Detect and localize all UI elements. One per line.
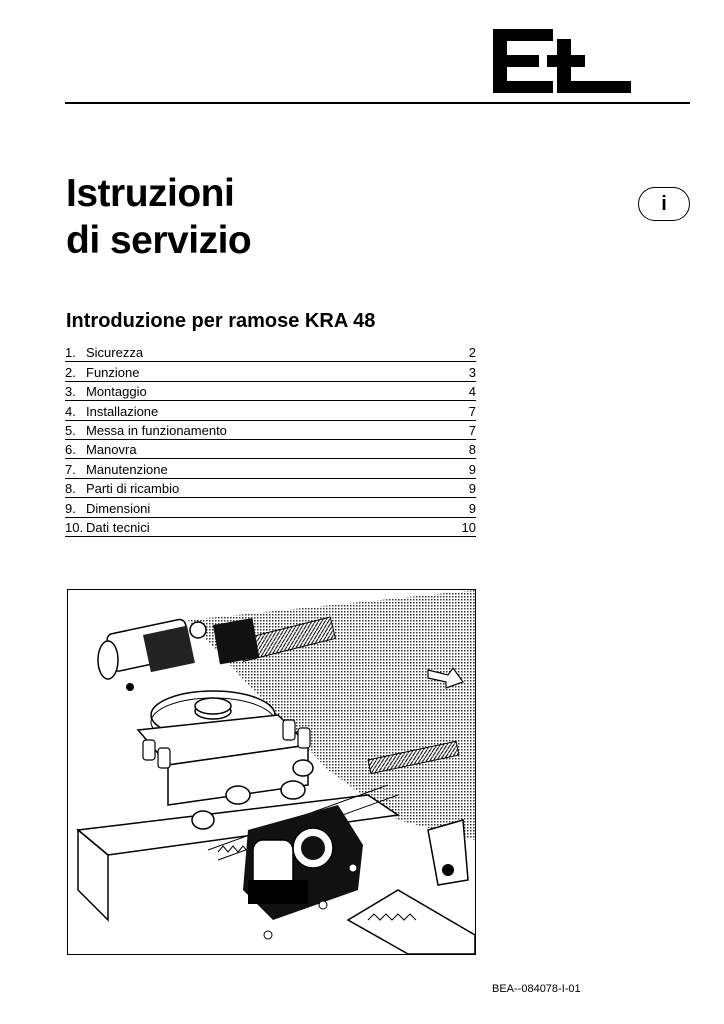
toc-page: 10 — [461, 519, 476, 535]
title-line-1: Istruzioni — [66, 172, 235, 215]
toc-label: Installazione — [86, 403, 159, 419]
toc-label: Messa in funzionamento — [86, 422, 227, 438]
toc-page: 9 — [468, 481, 476, 497]
toc-label: Parti di ricambio — [86, 481, 180, 497]
toc-label: Sicurezza — [86, 345, 144, 361]
subtitle: Introduzione per ramose KRA 48 — [66, 310, 376, 332]
toc-number: 9. — [65, 500, 76, 516]
toc-page: 9 — [468, 500, 476, 516]
toc-label: Manovra — [86, 442, 137, 458]
toc-label: Dimensioni — [86, 500, 151, 516]
machine-assembly-illustration — [68, 590, 475, 954]
toc-number: 1. — [65, 345, 76, 361]
toc-row — [65, 459, 476, 478]
toc-number: 8. — [65, 481, 76, 497]
toc-page: 8 — [468, 442, 476, 458]
toc-row — [65, 343, 476, 362]
toc-page: 2 — [468, 345, 476, 361]
toc-row — [65, 440, 476, 459]
toc-page: 4 — [468, 384, 476, 400]
language-badge: i — [638, 187, 690, 221]
toc-row — [65, 362, 476, 381]
toc-page: 3 — [468, 364, 476, 380]
title-line-2: di servizio — [66, 219, 252, 262]
toc-label: Funzione — [86, 364, 140, 380]
toc-number: 2. — [65, 364, 76, 380]
toc-number: 3. — [65, 384, 76, 400]
toc-row — [65, 498, 476, 517]
document-code: BEA--084078-I-01 — [492, 983, 581, 995]
toc-row — [65, 479, 476, 498]
toc-number: 7. — [65, 461, 76, 477]
page-title — [66, 170, 251, 264]
toc-number: 10. — [65, 519, 84, 535]
toc-row — [65, 518, 476, 537]
toc-row — [65, 421, 476, 440]
toc-page: 7 — [468, 422, 476, 438]
toc-page: 7 — [468, 403, 476, 419]
toc-label: Dati tecnici — [86, 519, 150, 535]
header-rule — [65, 102, 690, 104]
toc-row — [65, 382, 476, 401]
toc-row — [65, 401, 476, 420]
toc-page: 9 — [468, 461, 476, 477]
toc-number: 5. — [65, 422, 76, 438]
toc-number: 4. — [65, 403, 76, 419]
toc-label: Montaggio — [86, 384, 147, 400]
table-of-contents — [65, 343, 476, 537]
toc-label: Manutenzione — [86, 461, 168, 477]
toc-number: 6. — [65, 442, 76, 458]
machine-figure — [67, 589, 476, 955]
el-logo — [493, 29, 631, 93]
